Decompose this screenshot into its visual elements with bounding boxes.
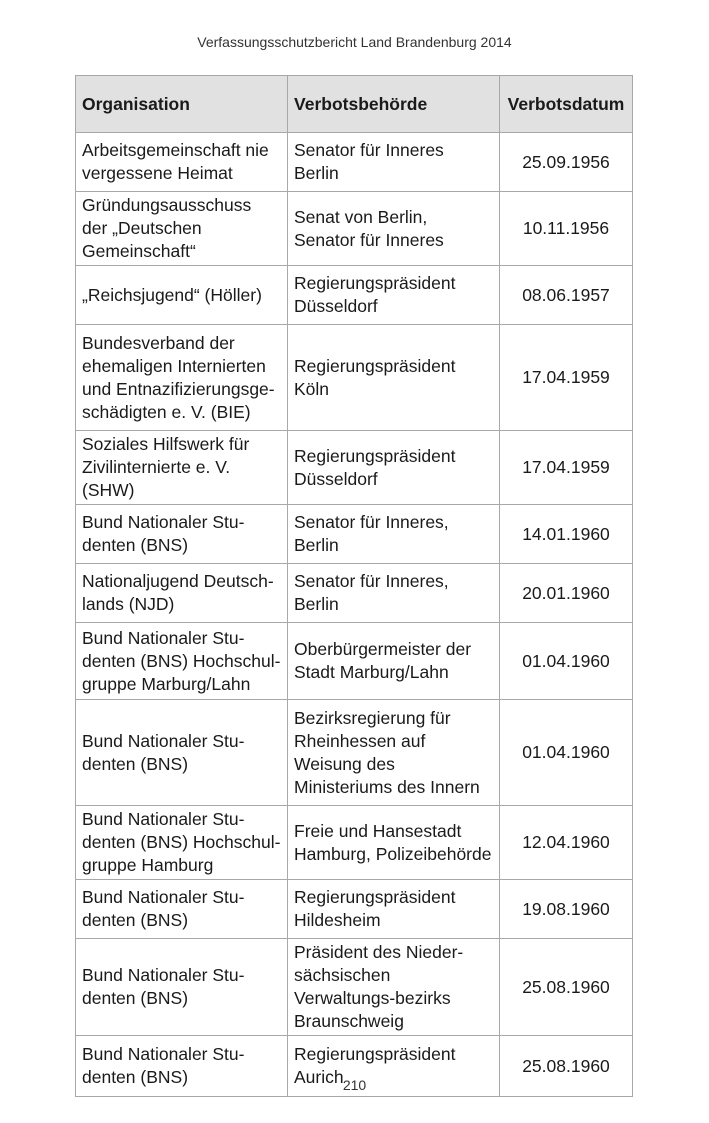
cell-organisation: Nationaljugend Deutsch-lands (NJD)	[76, 564, 288, 623]
cell-verbotsbehoerde: Regierungspräsident Aurich	[288, 1036, 500, 1097]
ban-table	[75, 75, 633, 1097]
running-header: Verfassungsschutzbericht Land Brandenburg 2014	[197, 34, 512, 50]
cell-verbotsbehoerde: Senator für Inneres, Berlin	[288, 505, 500, 564]
cell-verbotsdatum: 14.01.1960	[500, 505, 633, 564]
cell-verbotsbehoerde: Senator für Inneres Berlin	[288, 133, 500, 192]
cell-verbotsbehoerde: Oberbürgermeister der Stadt Marburg/Lahn	[288, 623, 500, 700]
cell-organisation: Gründungsausschuss der „Deutschen Gemeinschaft“	[76, 192, 288, 266]
cell-verbotsbehoerde: Regierungspräsident Hildesheim	[288, 880, 500, 939]
table-row	[76, 939, 633, 1036]
cell-verbotsdatum: 12.04.1960	[500, 806, 633, 880]
table-row	[76, 431, 633, 505]
cell-organisation: „Reichsjugend“ (Höller)	[76, 266, 288, 325]
column-header-verbotsbehoerde: Verbotsbehörde	[288, 76, 500, 133]
cell-verbotsbehoerde: Regierungspräsident Düsseldorf	[288, 266, 500, 325]
cell-verbotsbehoerde: Freie und Hansestadt Hamburg, Polizeibehörde	[288, 806, 500, 880]
cell-organisation: Bund Nationaler Stu-denten (BNS) Hochschul-gruppe Hamburg	[76, 806, 288, 880]
cell-verbotsdatum: 25.08.1960	[500, 939, 633, 1036]
table-row	[76, 623, 633, 700]
cell-verbotsbehoerde: Bezirksregierung für Rheinhessen auf Weisung des Ministeriums des Innern	[288, 700, 500, 806]
table-row	[76, 133, 633, 192]
table-row	[76, 505, 633, 564]
cell-organisation: Bund Nationaler Stu-denten (BNS) Hochschul-gruppe Marburg/Lahn	[76, 623, 288, 700]
cell-organisation: Bund Nationaler Stu-denten (BNS)	[76, 939, 288, 1036]
table-header-row	[76, 76, 633, 133]
cell-verbotsbehoerde: Senat von Berlin, Senator für Inneres	[288, 192, 500, 266]
column-header-organisation: Organisation	[76, 76, 288, 133]
cell-organisation: Bund Nationaler Stu-denten (BNS)	[76, 505, 288, 564]
cell-verbotsdatum: 17.04.1959	[500, 325, 633, 431]
cell-organisation: Bund Nationaler Stu-denten (BNS)	[76, 1036, 288, 1097]
column-header-verbotsdatum: Verbotsdatum	[500, 76, 633, 133]
cell-verbotsbehoerde: Präsident des Nieder-sächsischen Verwaltungs-bezirks Braunschweig	[288, 939, 500, 1036]
cell-verbotsdatum: 08.06.1957	[500, 266, 633, 325]
table-row	[76, 192, 633, 266]
cell-verbotsdatum: 19.08.1960	[500, 880, 633, 939]
table-row	[76, 880, 633, 939]
cell-verbotsdatum: 20.01.1960	[500, 564, 633, 623]
table-row	[76, 325, 633, 431]
page-number: 210	[342, 1077, 367, 1093]
cell-verbotsbehoerde: Regierungspräsident Köln	[288, 325, 500, 431]
cell-verbotsdatum: 01.04.1960	[500, 623, 633, 700]
cell-verbotsdatum: 01.04.1960	[500, 700, 633, 806]
cell-verbotsdatum: 17.04.1959	[500, 431, 633, 505]
cell-organisation: Arbeitsgemeinschaft nie vergessene Heimat	[76, 133, 288, 192]
cell-organisation: Bundesverband der ehemaligen Internierten und Entnazifizierungsge-schädigten e. V. (BIE)	[76, 325, 288, 431]
cell-organisation: Soziales Hilfswerk für Zivilinternierte e. V. (SHW)	[76, 431, 288, 505]
cell-verbotsdatum: 25.09.1956	[500, 133, 633, 192]
cell-verbotsdatum: 10.11.1956	[500, 192, 633, 266]
cell-verbotsbehoerde: Senator für Inneres, Berlin	[288, 564, 500, 623]
cell-verbotsdatum: 25.08.1960	[500, 1036, 633, 1097]
table-row	[76, 564, 633, 623]
cell-organisation: Bund Nationaler Stu-denten (BNS)	[76, 880, 288, 939]
table-row	[76, 806, 633, 880]
table-row	[76, 266, 633, 325]
cell-verbotsbehoerde: Regierungspräsident Düsseldorf	[288, 431, 500, 505]
table-row	[76, 700, 633, 806]
cell-organisation: Bund Nationaler Stu-denten (BNS)	[76, 700, 288, 806]
